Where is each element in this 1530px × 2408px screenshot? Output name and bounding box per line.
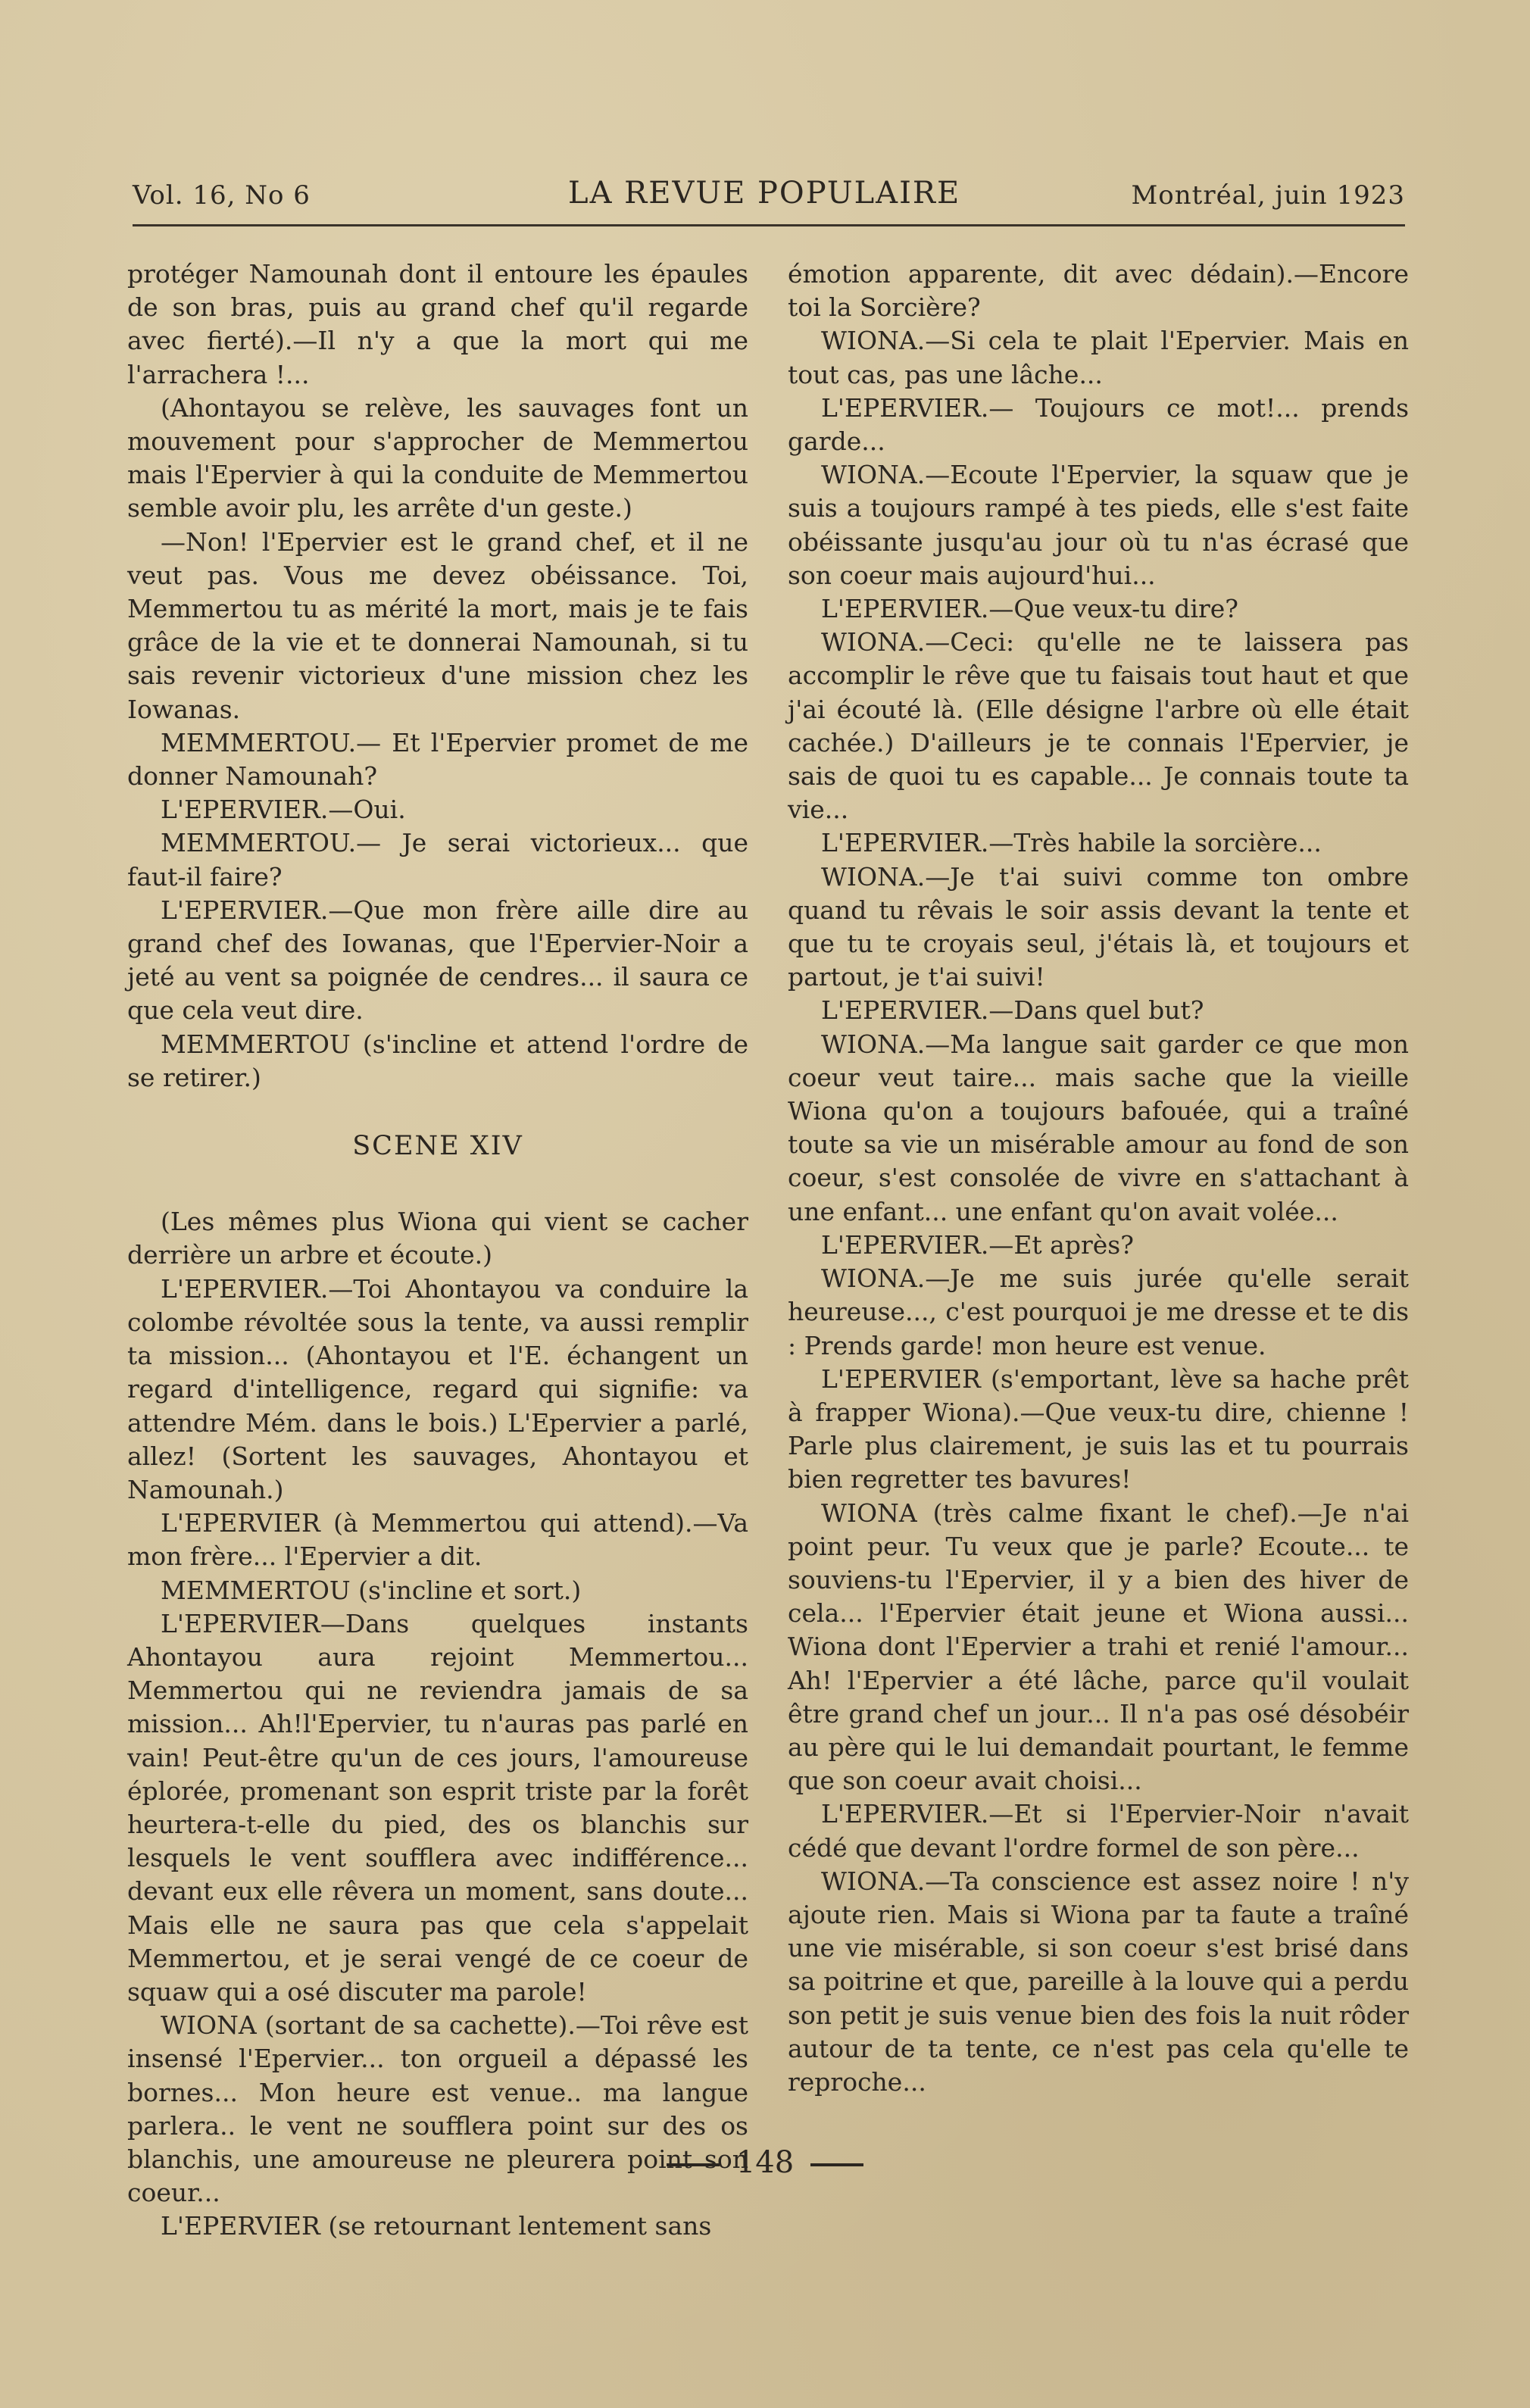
paragraph: MEMMERTOU.— Je serai victorieux... que faut-il faire? <box>127 828 748 892</box>
paragraph: L'EPERVIER.—Dans quel but? <box>821 995 1204 1026</box>
paragraph: L'EPERVIER.—Que mon frère aille dire au grand chef des Iowanas, que l'Epervier-Noir a jeté au vent sa poignée de cendres... il saura ce que cela veut dire. <box>127 895 748 1026</box>
running-header <box>133 173 1405 218</box>
publication-title: LA REVUE POPULAIRE <box>568 176 961 211</box>
paragraph: WIONA.—Ta conscience est assez noire ! n'y ajoute rien. Mais si Wiona par ta faute a traîné une vie misérable, si son coeur s'est brisé dans sa poitrine et que, pareille à la louve qui a perdu son petit je suis venue bien des fois la nuit rôder autour de ta tente, ce n'est pas cela qu'elle te reproche... <box>788 1866 1409 2097</box>
paragraph: WIONA.—Ecoute l'Epervier, la squaw que je suis a toujours rampé à tes pieds, elle s'est faite obéissante jusqu'au jour où tu n'as écrasé que son coeur mais aujourd'hui... <box>788 460 1409 590</box>
paragraph: L'EPERVIER.— Toujours ce mot!... prends garde... <box>788 392 1409 457</box>
paragraph: WIONA.—Si cela te plait l'Epervier. Mais en tout cas, pas une lâche... <box>788 326 1409 389</box>
paragraph: L'EPERVIER—Dans quelques instants Ahontayou aura rejoint Memmertou... Memmertou qui ne reviendra jamais de sa mission... Ah!l'Epervier, tu n'auras pas parlé en vain! Peut-être qu'un de ces jours, l'amoureuse éplorée, promenant son esprit triste par la forêt heurtera-t-elle du pied, des os blanchis sur lesquels le vent soufflera avec indifférence... devant eux elle rêvera un moment, sans doute... Mais elle ne saura pas que cela s'appelait Memmertou, et je serai vengé de ce coeur de squaw qui a osé discuter ma parole! <box>127 1608 748 2007</box>
scene-heading: SCENE XIV <box>352 1131 523 1162</box>
left-column <box>127 258 748 2244</box>
page-number-footer <box>0 2145 1530 2180</box>
paragraph: WIONA.—Ma langue sait garder ce que mon coeur veut taire... mais sache que la vieille Wiona qu'on a toujours bafouée, qui a traîné toute sa vie un misérable amour au fond de son coeur, s'est consolée de vivre en s'attachant à une enfant... une enfant qu'on avait volée... <box>788 1029 1409 1226</box>
paragraph: MEMMERTOU (s'incline et attend l'ordre de se retirer.) <box>127 1029 748 1092</box>
paragraph: L'EPERVIER.—Toi Ahontayou va conduire la colombe révoltée sous la tente, va aussi remplir ta mission... (Ahontayou et l'E. échangent un regard d'intelligence, regard qui signifie: va attendre Mém. dans le bois.) L'Epervier a parlé, allez! (Sortent les sauvages, Ahontayou et Namounah.) <box>127 1273 748 1504</box>
header-rule <box>133 224 1405 226</box>
paragraph: L'EPERVIER.—Oui. <box>161 795 406 825</box>
paragraph: WIONA.—Je me suis jurée qu'elle serait heureuse..., c'est pourquoi je me dresse et te dis : Prends garde! mon heure est venue. <box>788 1263 1409 1360</box>
right-column <box>788 258 1409 2099</box>
folio-dash-left <box>667 2163 720 2166</box>
paragraph: protéger Namounah dont il entoure les épaules de son bras, puis au grand chef qu'il regarde avec fierté).—Il n'y a que la mort qui me l'arrachera !... <box>127 259 748 389</box>
issue-date: Montréal, juin 1923 <box>1131 180 1405 211</box>
paragraph: L'EPERVIER.—Et si l'Epervier-Noir n'avait cédé que devant l'ordre formel de son père... <box>788 1799 1409 1863</box>
volume-number: Vol. 16, No 6 <box>133 180 311 211</box>
paragraph: (Ahontayou se relève, les sauvages font un mouvement pour s'approcher de Memmertou mais l'Epervier à qui la conduite de Memmertou semble avoir plu, les arrête d'un geste.) <box>127 392 748 523</box>
paragraph: WIONA.—Je t'ai suivi comme ton ombre quand tu rêvais le soir assis devant la tente et que tu te croyais seul, j'étais là, et toujours et partout, je t'ai suivi! <box>788 861 1409 992</box>
paragraph: L'EPERVIER.—Et après? <box>821 1229 1134 1260</box>
paragraph: (Les mêmes plus Wiona qui vient se cacher derrière un arbre et écoute.) <box>127 1207 748 1270</box>
paragraph: WIONA (très calme fixant le chef).—Je n'ai point peur. Tu veux que je parle? Ecoute... te souviens-tu l'Epervier, il y a bien des hiver de cela... l'Epervier était jeune et Wiona aussi... Wiona dont l'Epervier a trahi et renié l'amour... Ah! l'Epervier a été lâche, parce qu'il voulait être grand chef un jour... Il n'a pas osé désobéir au père qui le lui demandait pourtant, le femme que son coeur avait choisi... <box>788 1498 1409 1796</box>
paragraph: WIONA (sortant de sa cachette).—Toi rêve est insensé l'Epervier... ton orgueil a dépassé les bornes... Mon heure est venue.. ma langue parlera.. le vent ne soufflera point sur des os blanchis, une amoureuse ne pleurera point son coeur... <box>127 2010 748 2208</box>
page-number: 148 <box>735 2145 795 2180</box>
paragraph: —Non! l'Epervier est le grand chef, et il ne veut pas. Vous me devez obéissance. Toi, Memmertou tu as mérité la mort, mais je te fais grâce de la vie et te donnerai Namounah, si tu sais revenir victorieux d'une mission chez les Iowanas. <box>127 526 748 724</box>
paragraph: L'EPERVIER.—Que veux-tu dire? <box>821 594 1238 624</box>
folio-dash-right <box>810 2163 863 2166</box>
paragraph: L'EPERVIER (à Memmertou qui attend).—Va mon frère... l'Epervier a dit. <box>127 1508 748 1572</box>
paragraph: L'EPERVIER (s'emportant, lève sa hache prêt à frapper Wiona).—Que veux-tu dire, chienne ! Parle plus clairement, je suis las et tu pourrais bien regretter tes bavures! <box>788 1363 1409 1494</box>
paragraph: MEMMERTOU.— Et l'Epervier promet de me donner Namounah? <box>127 727 748 792</box>
paragraph: MEMMERTOU (s'incline et sort.) <box>161 1575 582 1605</box>
paragraph: WIONA.—Ceci: qu'elle ne te laissera pas accomplir le rêve que tu faisais tout haut et que j'ai écouté là. (Elle désigne l'arbre où elle était cachée.) D'ailleurs je te connais l'Epervier, je sais de quoi tu es capable... Je connais toute ta vie... <box>788 627 1409 825</box>
paragraph: émotion apparente, dit avec dédain).—Encore toi la Sorcière? <box>788 259 1409 323</box>
paragraph: L'EPERVIER.—Très habile la sorcière... <box>821 828 1322 858</box>
paragraph: L'EPERVIER (se retournant lentement sans <box>161 2211 712 2241</box>
